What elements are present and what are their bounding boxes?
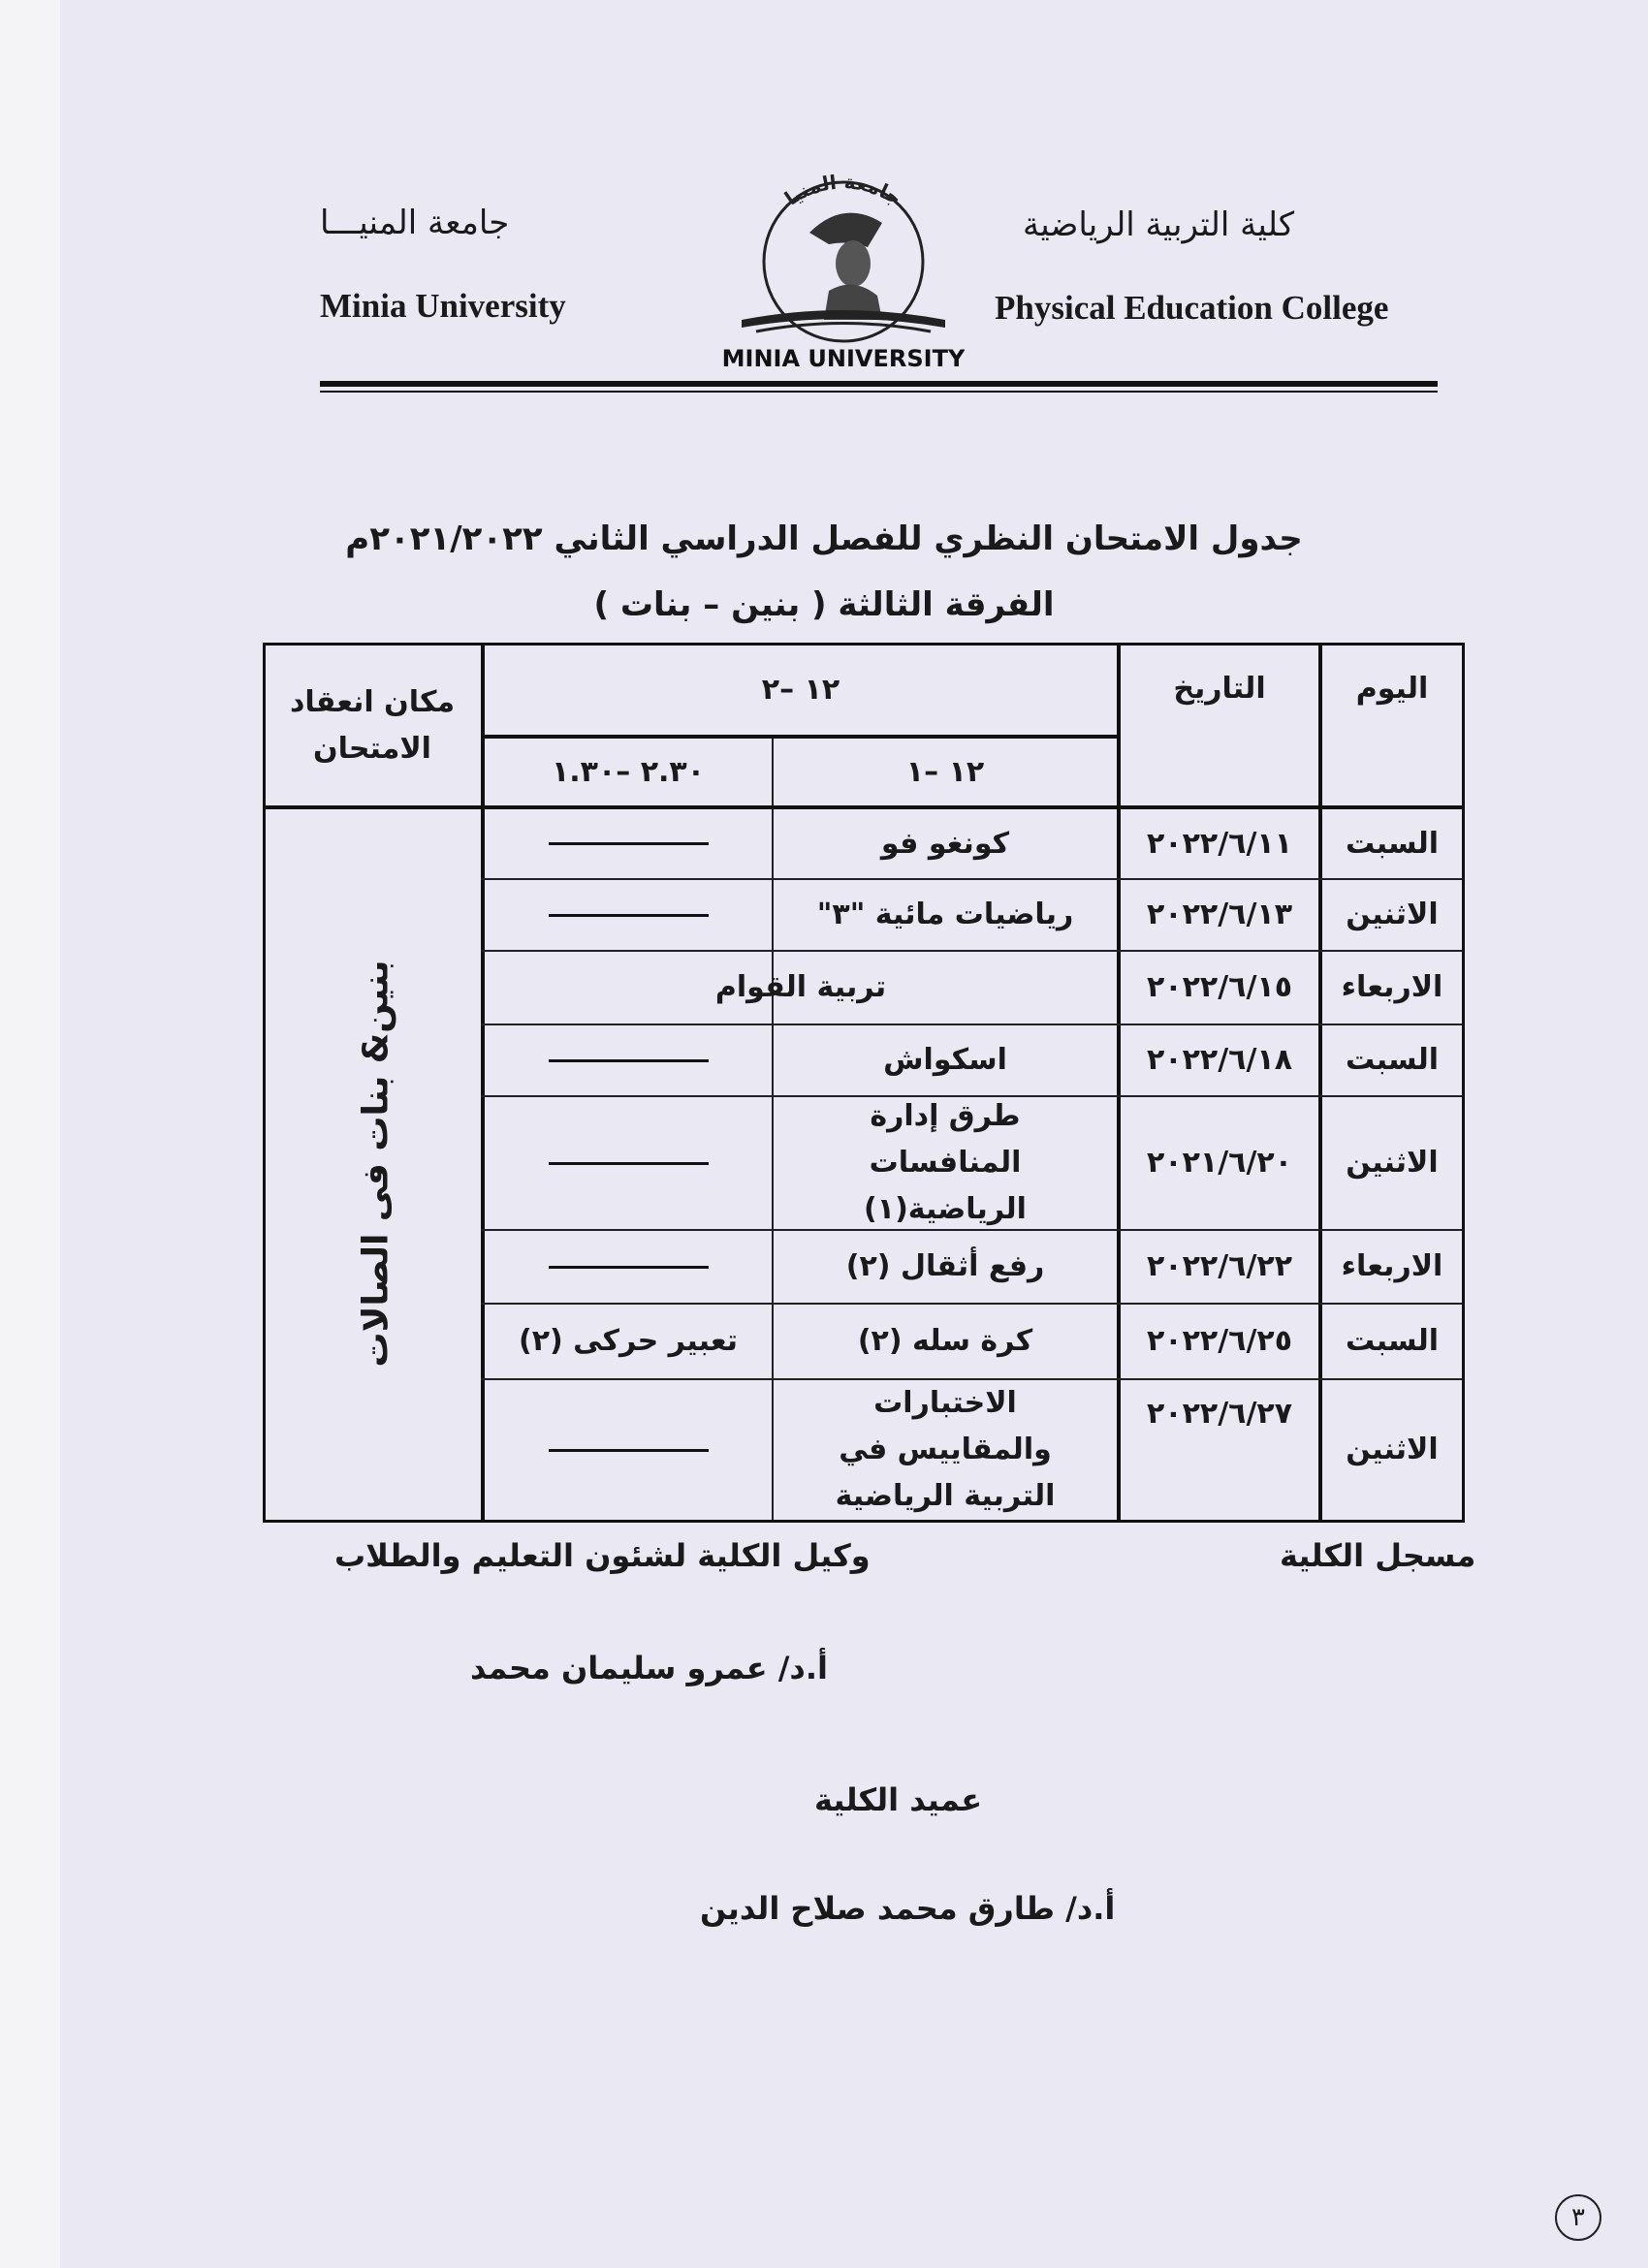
university-name-ar: جامعة المنيـــا [320, 204, 510, 242]
row-date: ٢٠٢٢/٦/١٥ [1146, 970, 1293, 1004]
header-time-range: ١٢ –٢ [761, 673, 840, 707]
registrar-title: مسجل الكلية [1280, 1537, 1476, 1574]
schedule-title: جدول الامتحان النظري للفصل الدراسي الثاني ٢٠٢١/٢٠٢٢م [345, 520, 1303, 558]
header-day: اليوم [1355, 672, 1429, 706]
row-slot2-empty [485, 809, 772, 878]
university-name-en: Minia University [320, 287, 566, 325]
logo-caption: MINIA UNIVERSITY [722, 345, 965, 372]
row-day: السبت [1345, 1324, 1440, 1358]
university-logo [722, 155, 965, 373]
row-date: ٢٠٢١/٦/٢٠ [1146, 1146, 1293, 1180]
row-date: ٢٠٢٢/٦/٢٧ [1146, 1397, 1293, 1431]
row-slot1: الاختبارات والمقاييس في التربية الرياضية [835, 1386, 1056, 1513]
row-slot2-empty [485, 1025, 772, 1095]
row-day: الاربعاء [1341, 970, 1443, 1004]
row-day: الاثنين [1346, 1433, 1439, 1466]
row-slot1: رفع أثقال (٢) [845, 1249, 1045, 1283]
dean-name: أ.د/ طارق محمد صلاح الدين [700, 1890, 1116, 1927]
row-slot2-empty [485, 1097, 772, 1229]
header-slot2: ٢.٣٠ –١.٣٠ [551, 754, 706, 789]
row-slot2-empty [485, 1380, 772, 1520]
row-slot2-empty [485, 1231, 772, 1303]
college-name-ar: كلية التربية الرياضية [1023, 205, 1295, 244]
row-day: السبت [1345, 826, 1440, 861]
college-name-en: Physical Education College [995, 289, 1389, 327]
row-slot1: طرق إدارة المنافسات الرياضية(١) [864, 1099, 1027, 1226]
row-slot2: تعبير حركى (٢) [518, 1324, 739, 1358]
header-slot1: ١٢ –١ [905, 754, 985, 789]
header-rule [320, 381, 1438, 387]
dean-title: عميد الكلية [814, 1781, 983, 1818]
row-day: الاثنين [1346, 1146, 1439, 1180]
row-slot1: اسكواش [883, 1043, 1007, 1077]
page-number: ٣ [1555, 2194, 1601, 2241]
vice-dean-name: أ.د/ عمرو سليمان محمد [470, 1650, 828, 1686]
header-date: التاريخ [1173, 672, 1266, 706]
row-merged-subject: تربية القوام [714, 970, 887, 1004]
row-date: ٢٠٢٢/٦/١٣ [1146, 898, 1293, 931]
scan-edge [0, 0, 60, 2268]
row-date: ٢٠٢٢/٦/٢٢ [1146, 1249, 1293, 1283]
logo-arc-text: جامعة المنيا [779, 170, 906, 210]
row-day: الاربعاء [1341, 1249, 1443, 1283]
row-date: ٢٠٢٢/٦/١١ [1146, 826, 1293, 861]
row-date: ٢٠٢٢/٦/١٨ [1146, 1043, 1293, 1077]
row-slot1: كونغو فو [880, 826, 1010, 861]
header-location: مكان انعقاد الامتحان [289, 684, 456, 766]
row-slot1: كرة سله (٢) [857, 1324, 1033, 1358]
header-rule-thin [320, 391, 1438, 393]
row-slot1: رياضيات مائية "٣" [816, 898, 1074, 931]
row-day: السبت [1345, 1043, 1440, 1077]
svg-text:جامعة المنيا [780, 170, 906, 209]
location-value: بنين& بنات فى الصالات [356, 959, 396, 1368]
schedule-subtitle: الفرقة الثالثة ( بنين – بنات ) [593, 585, 1055, 624]
row-slot2-empty [485, 880, 772, 950]
vice-dean-title: وكيل الكلية لشئون التعليم والطلاب [334, 1537, 871, 1574]
row-day: الاثنين [1346, 898, 1439, 931]
row-date: ٢٠٢٢/٦/٢٥ [1146, 1324, 1293, 1358]
